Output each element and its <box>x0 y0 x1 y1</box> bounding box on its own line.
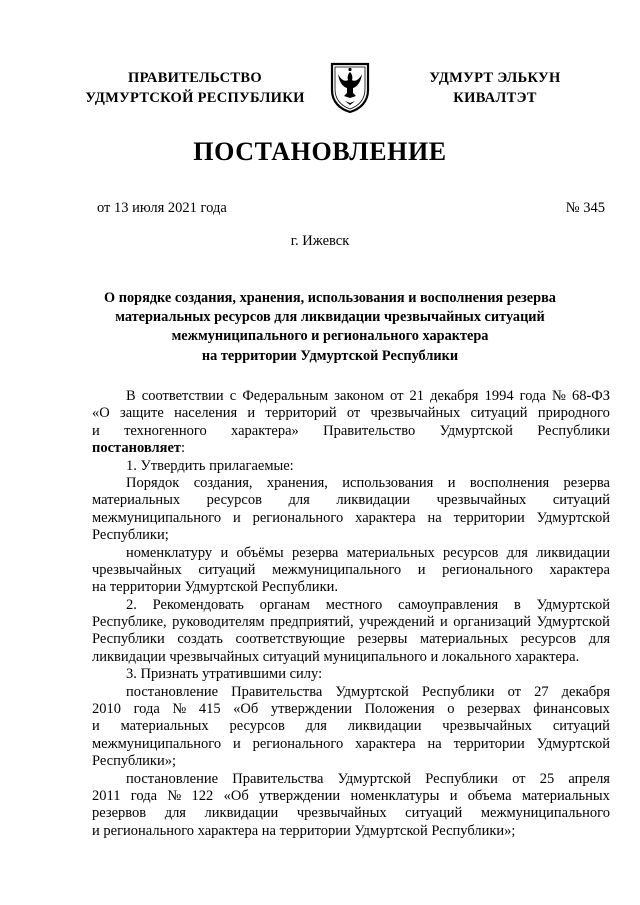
body-word: Положения <box>364 701 435 718</box>
body-word: в <box>513 596 521 613</box>
body-word: регионального <box>252 509 344 526</box>
body-word: : <box>181 440 186 457</box>
body-word: использования <box>342 474 434 491</box>
body-word: ситуаций <box>552 492 610 509</box>
body-word: объёмы <box>236 544 284 561</box>
body-line <box>92 388 610 405</box>
body-word: ресурсов <box>443 544 499 561</box>
body-word: Республики <box>425 770 498 787</box>
body-word: резервов <box>92 805 147 822</box>
body-word: 2010 <box>92 701 121 718</box>
body-word: № <box>167 787 182 804</box>
body-word: населения <box>174 405 238 422</box>
body-word: учреждений <box>359 614 435 631</box>
body-word: 2011 <box>92 787 121 804</box>
body-word: Удмуртской <box>439 422 513 439</box>
subject-line: материальных ресурсов для ликвидации чрезвычайных ситуаций <box>115 309 545 326</box>
body-word: ресурсов <box>229 718 285 735</box>
body-word: межмуниципального <box>92 509 222 526</box>
body-word: Республики <box>421 683 495 700</box>
body-word: с <box>229 388 237 404</box>
document-number: № 345 <box>565 200 605 216</box>
body-word: и <box>232 509 241 526</box>
body-line <box>92 405 610 422</box>
body-word: природного <box>537 405 610 422</box>
subject-line: О порядке создания, хранения, использования и восполнения резерва <box>104 290 556 306</box>
body-word: утверждении <box>270 701 352 718</box>
body-word: ситуаций <box>552 718 610 735</box>
body-word: Республики»; <box>92 753 177 770</box>
body-line <box>92 788 610 805</box>
body-word: на территории Удмуртской Республики. <box>92 579 338 596</box>
body-word: Республике, <box>92 614 167 631</box>
body-word: Удмуртской <box>536 735 610 752</box>
body-word: от <box>346 405 361 422</box>
body-line <box>92 475 610 492</box>
body-word: Удмуртской <box>536 596 610 613</box>
body-word: предприятий, <box>270 614 354 631</box>
body-word: и <box>439 614 448 631</box>
body-word: территории <box>453 735 525 752</box>
body-word: межмуниципального <box>92 735 222 752</box>
body-word: и <box>449 787 458 804</box>
body-word: 25 <box>539 770 555 787</box>
body-line <box>92 492 610 509</box>
body-word: постановление <box>126 683 219 700</box>
coat-of-arms-udmurtia-icon <box>326 60 374 114</box>
body-word: резерва <box>291 544 339 561</box>
body-word: материальных <box>420 631 509 648</box>
body-word: создать <box>177 631 223 648</box>
body-word: ликвидации <box>336 492 411 509</box>
document-body <box>92 388 610 840</box>
body-word: ликвидации чрезвычайных ситуаций муниципального и локального характера. <box>92 648 580 665</box>
body-line <box>92 771 610 788</box>
document-subject <box>100 289 560 366</box>
body-word: № <box>172 701 187 718</box>
body-word: от <box>390 388 404 404</box>
body-line <box>92 562 610 579</box>
body-word: техногенного <box>124 422 207 439</box>
body-word: от <box>512 770 526 787</box>
body-word: самоуправления <box>398 596 499 613</box>
body-word: декабря <box>561 683 610 700</box>
body-line <box>92 684 610 701</box>
body-word: Удмуртской <box>335 683 409 700</box>
body-word: чрезвычайных <box>92 561 182 578</box>
body-word: чрезвычайных <box>436 492 527 509</box>
body-word: ситуаций <box>470 405 528 422</box>
body-word: характера» <box>231 422 299 439</box>
body-word: регионального <box>252 735 344 752</box>
body-word: Правительства <box>232 770 324 787</box>
body-word: ликвидации <box>347 718 422 735</box>
body-word: постановление <box>126 770 219 787</box>
body-word: для <box>288 492 310 509</box>
body-word: местного <box>325 596 383 613</box>
body-word: ресурсов <box>520 631 577 648</box>
body-word: номенклатуру <box>126 544 213 561</box>
body-line <box>92 649 610 666</box>
body-word: чрезвычайных <box>370 405 461 422</box>
body-word: территории <box>453 509 525 526</box>
header-right <box>420 68 570 108</box>
body-word: создания, <box>193 474 253 491</box>
body-line <box>92 823 610 840</box>
body-word: о <box>447 701 455 718</box>
body-word: от <box>507 683 522 700</box>
body-word: восполнения <box>469 474 550 491</box>
body-word: ликвидации <box>204 805 279 822</box>
body-line <box>92 423 610 440</box>
body-word: ситуаций <box>198 561 256 578</box>
body-word: Рекомендовать <box>152 596 244 613</box>
body-word: для <box>588 631 610 648</box>
body-word: года <box>133 701 160 718</box>
body-word: на <box>427 509 442 526</box>
body-word: соответствующие <box>235 631 345 648</box>
body-word: организаций <box>453 614 532 631</box>
body-word: и регионального характера на территории Удмуртской Республики»; <box>92 822 516 839</box>
body-word: соответствии <box>141 388 224 404</box>
body-line <box>92 614 610 631</box>
body-line <box>92 718 610 735</box>
body-word: Республики; <box>92 527 169 544</box>
body-bold-word: постановляет <box>92 440 182 457</box>
body-word: и <box>92 422 100 439</box>
body-word: утверждении <box>259 787 341 804</box>
body-word: межмуниципального <box>272 561 402 578</box>
body-word: № <box>552 388 566 404</box>
body-word: 415 <box>198 701 221 718</box>
body-word: Удмуртской <box>337 770 412 787</box>
body-line <box>92 510 610 527</box>
body-word: финансовых <box>533 701 610 718</box>
body-word: и <box>92 718 100 735</box>
body-word: 3. Признать утратившими силу: <box>126 666 323 683</box>
body-word: Правительства <box>231 683 323 700</box>
header-left-line1: ПРАВИТЕЛЬСТВО <box>128 70 262 86</box>
body-word: материальных <box>92 492 181 509</box>
body-word: на <box>427 735 442 752</box>
body-word: руководителям <box>172 614 265 631</box>
body-word: характера <box>355 509 416 526</box>
body-word: 68-ФЗ <box>571 388 610 404</box>
body-word: года <box>519 388 546 404</box>
body-word: и <box>247 405 256 422</box>
body-word: ликвидации <box>536 544 610 561</box>
body-word: хранения, <box>266 474 328 491</box>
body-word: и <box>447 474 456 491</box>
body-word: характера <box>549 561 610 578</box>
body-line <box>92 597 610 614</box>
body-word: территорий <box>265 405 337 422</box>
body-word: апреля <box>568 770 610 787</box>
body-word: чрезвычайных <box>296 805 387 822</box>
body-word: резервы <box>357 631 408 648</box>
header-right-line1: УДМУРТ ЭЛЬКУН <box>429 70 561 86</box>
body-word: чрезвычайных <box>442 718 533 735</box>
body-word: 27 <box>534 683 549 700</box>
body-word: и <box>417 561 426 578</box>
body-word: «Об <box>233 701 259 718</box>
body-word: резервах <box>467 701 521 718</box>
document-date: от 13 июля 2021 года <box>97 200 227 216</box>
body-word: материальных <box>521 787 610 804</box>
body-word: Республики <box>92 631 165 648</box>
body-word: Удмуртской <box>536 614 610 631</box>
header-left <box>80 68 310 108</box>
body-line <box>92 458 610 475</box>
body-word: законом <box>334 388 384 404</box>
document-city: г. Ижевск <box>290 233 350 249</box>
body-line <box>92 440 610 457</box>
document-title: ПОСТАНОВЛЕНИЕ <box>193 137 447 166</box>
body-word: номенклатуры <box>350 787 440 804</box>
body-word: Порядок <box>126 474 180 491</box>
body-word: Республики <box>537 422 610 439</box>
body-word: характера <box>355 735 416 752</box>
body-word: защите <box>119 405 164 422</box>
body-line <box>92 579 610 596</box>
body-word: 122 <box>191 787 214 804</box>
body-word: для <box>164 805 186 822</box>
body-word: материальных <box>120 718 209 735</box>
body-word: регионального <box>442 561 533 578</box>
body-word: ситуаций <box>405 805 463 822</box>
body-word: Правительство <box>323 422 416 439</box>
body-word: «О <box>92 405 110 422</box>
body-line <box>92 545 610 562</box>
body-word: материальных <box>346 544 435 561</box>
body-line <box>92 631 610 648</box>
body-line <box>92 805 610 822</box>
body-word: 1994 <box>484 388 514 404</box>
body-line <box>92 701 610 718</box>
body-word: 2. <box>126 596 137 613</box>
body-line <box>92 753 610 770</box>
body-word: межмуниципального <box>480 805 610 822</box>
body-word: 21 <box>409 388 425 404</box>
body-word: органам <box>259 596 310 613</box>
body-word: В <box>126 388 136 404</box>
body-word: объема <box>467 787 512 804</box>
body-word: Федеральным <box>242 388 329 404</box>
body-line <box>92 736 610 753</box>
header-right-line2: КИВАЛТЭТ <box>453 90 537 106</box>
body-line <box>92 666 610 683</box>
body-word: «Об <box>223 787 249 804</box>
body-word: 1. Утвердить прилагаемые: <box>126 457 294 474</box>
body-word: ресурсов <box>206 492 262 509</box>
header-left-line2: УДМУРТСКОЙ РЕСПУБЛИКИ <box>85 90 305 106</box>
body-word: и <box>232 735 241 752</box>
body-word: и <box>220 544 229 561</box>
body-word: для <box>305 718 327 735</box>
subject-line: межмуниципального и регионального характера <box>171 328 489 345</box>
body-word: года <box>130 787 158 804</box>
body-word: для <box>506 544 528 561</box>
body-line <box>92 527 610 544</box>
body-word: Удмуртской <box>536 509 610 526</box>
body-word: резерва <box>563 474 610 491</box>
subject-line: на территории Удмуртской Республики <box>201 347 459 364</box>
body-word: декабря <box>430 388 479 404</box>
